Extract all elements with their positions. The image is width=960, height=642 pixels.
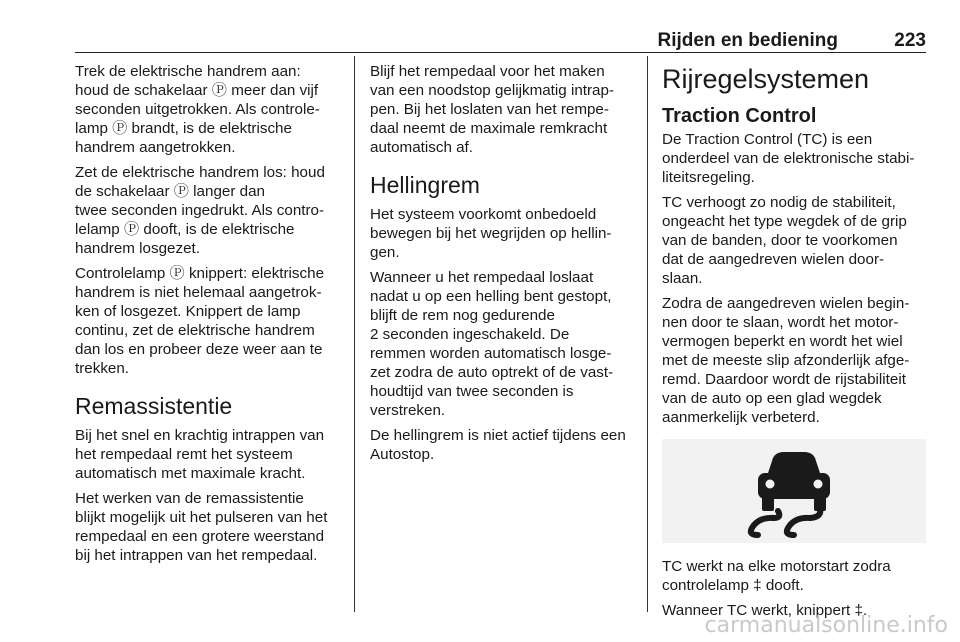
header-rule <box>75 52 926 53</box>
paragraph: De hellingrem is niet actief tijdens een Autostop. <box>370 427 626 463</box>
page-number: 223 <box>894 30 926 51</box>
traction-control-icon <box>662 439 926 543</box>
paragraph: Bij het snel en krachtig intrappen van het rempedaal remt het systeem automatisch met maximale kracht. <box>75 427 325 482</box>
subsection-heading: Traction Control <box>662 105 817 127</box>
paragraph: Zodra de aangedreven wielen begin- nen door te slaan, wordt het motor- vermogen beperkt en wordt het wiel met de meeste slip afzonderlijk afge- remd. Daardoor wordt de rijstabiliteit van de auto op een glad wegdek aanmerkelijk verbeterd. <box>662 295 910 426</box>
paragraph: Blijf het rempedaal voor het maken van een noodstop gelijkmatig intrap- pen. Bij het loslaten van het rempe- daal neemt de maximale remkracht automatisch af. <box>370 63 614 156</box>
paragraph: TC verhoogt zo nodig de stabiliteit, ongeacht het type wegdek of de grip van de banden, door te voorkomen dat de aangedreven wielen door- slaan. <box>662 194 907 287</box>
column-divider <box>354 56 355 612</box>
paragraph: TC werkt na elke motorstart zodra controlelamp ‡ dooft. <box>662 558 891 594</box>
paragraph: De Traction Control (TC) is een onderdeel van de elektronische stabi- liteitsregeling. <box>662 131 915 186</box>
running-title: Rijden en bediening <box>657 30 838 51</box>
column-3 <box>662 62 926 626</box>
paragraph: Wanneer u het rempedaal loslaat nadat u op een helling bent gestopt, blijft de rem nog gedurende 2 seconden ingeschakeld. De remmen worden automatisch losge- zet zodra de auto optrekt of de vast- houdtijd van twee seconden is verstreken. <box>370 269 614 419</box>
column-2 <box>370 62 632 470</box>
paragraph: Controlelamp Ⓟ knippert: elektrische handrem is niet helemaal aangetrok- ken of losgezet. Knippert de lamp continu, zet de elektrische handrem dan los en probeer deze weer aan te trekken. <box>75 265 325 377</box>
column-divider <box>647 56 648 612</box>
paragraph: Het werken van de remassistentie blijkt mogelijk uit het pulseren van het rempedaal en een grotere weerstand bij het intrappen van het rempedaal. <box>75 490 328 564</box>
paragraph: Zet de elektrische handrem los: houd de schakelaar Ⓟ langer dan twee seconden ingedrukt. Als contro- lelamp Ⓟ dooft, is de elektrische handrem losgezet. <box>75 164 325 257</box>
chapter-heading: Rijregelsystemen <box>662 64 870 94</box>
paragraph: Trek de elektrische handrem aan: houd de schakelaar Ⓟ meer dan vijf seconden uitgetrokken. Als controle- lamp Ⓟ brandt, is de elektrische handrem aangetrokken. <box>75 63 320 156</box>
page-header <box>75 30 926 52</box>
traction-control-figure <box>662 439 926 543</box>
watermark: carmanualsonline.info <box>704 613 948 638</box>
section-heading: Hellingrem <box>370 172 480 198</box>
section-heading: Remassistentie <box>75 393 233 419</box>
column-1 <box>75 62 343 571</box>
paragraph: Het systeem voorkomt onbedoeld bewegen bij het wegrijden op hellin- gen. <box>370 206 612 261</box>
paragraph: Wanneer TC werkt, knippert ‡. <box>662 602 868 619</box>
